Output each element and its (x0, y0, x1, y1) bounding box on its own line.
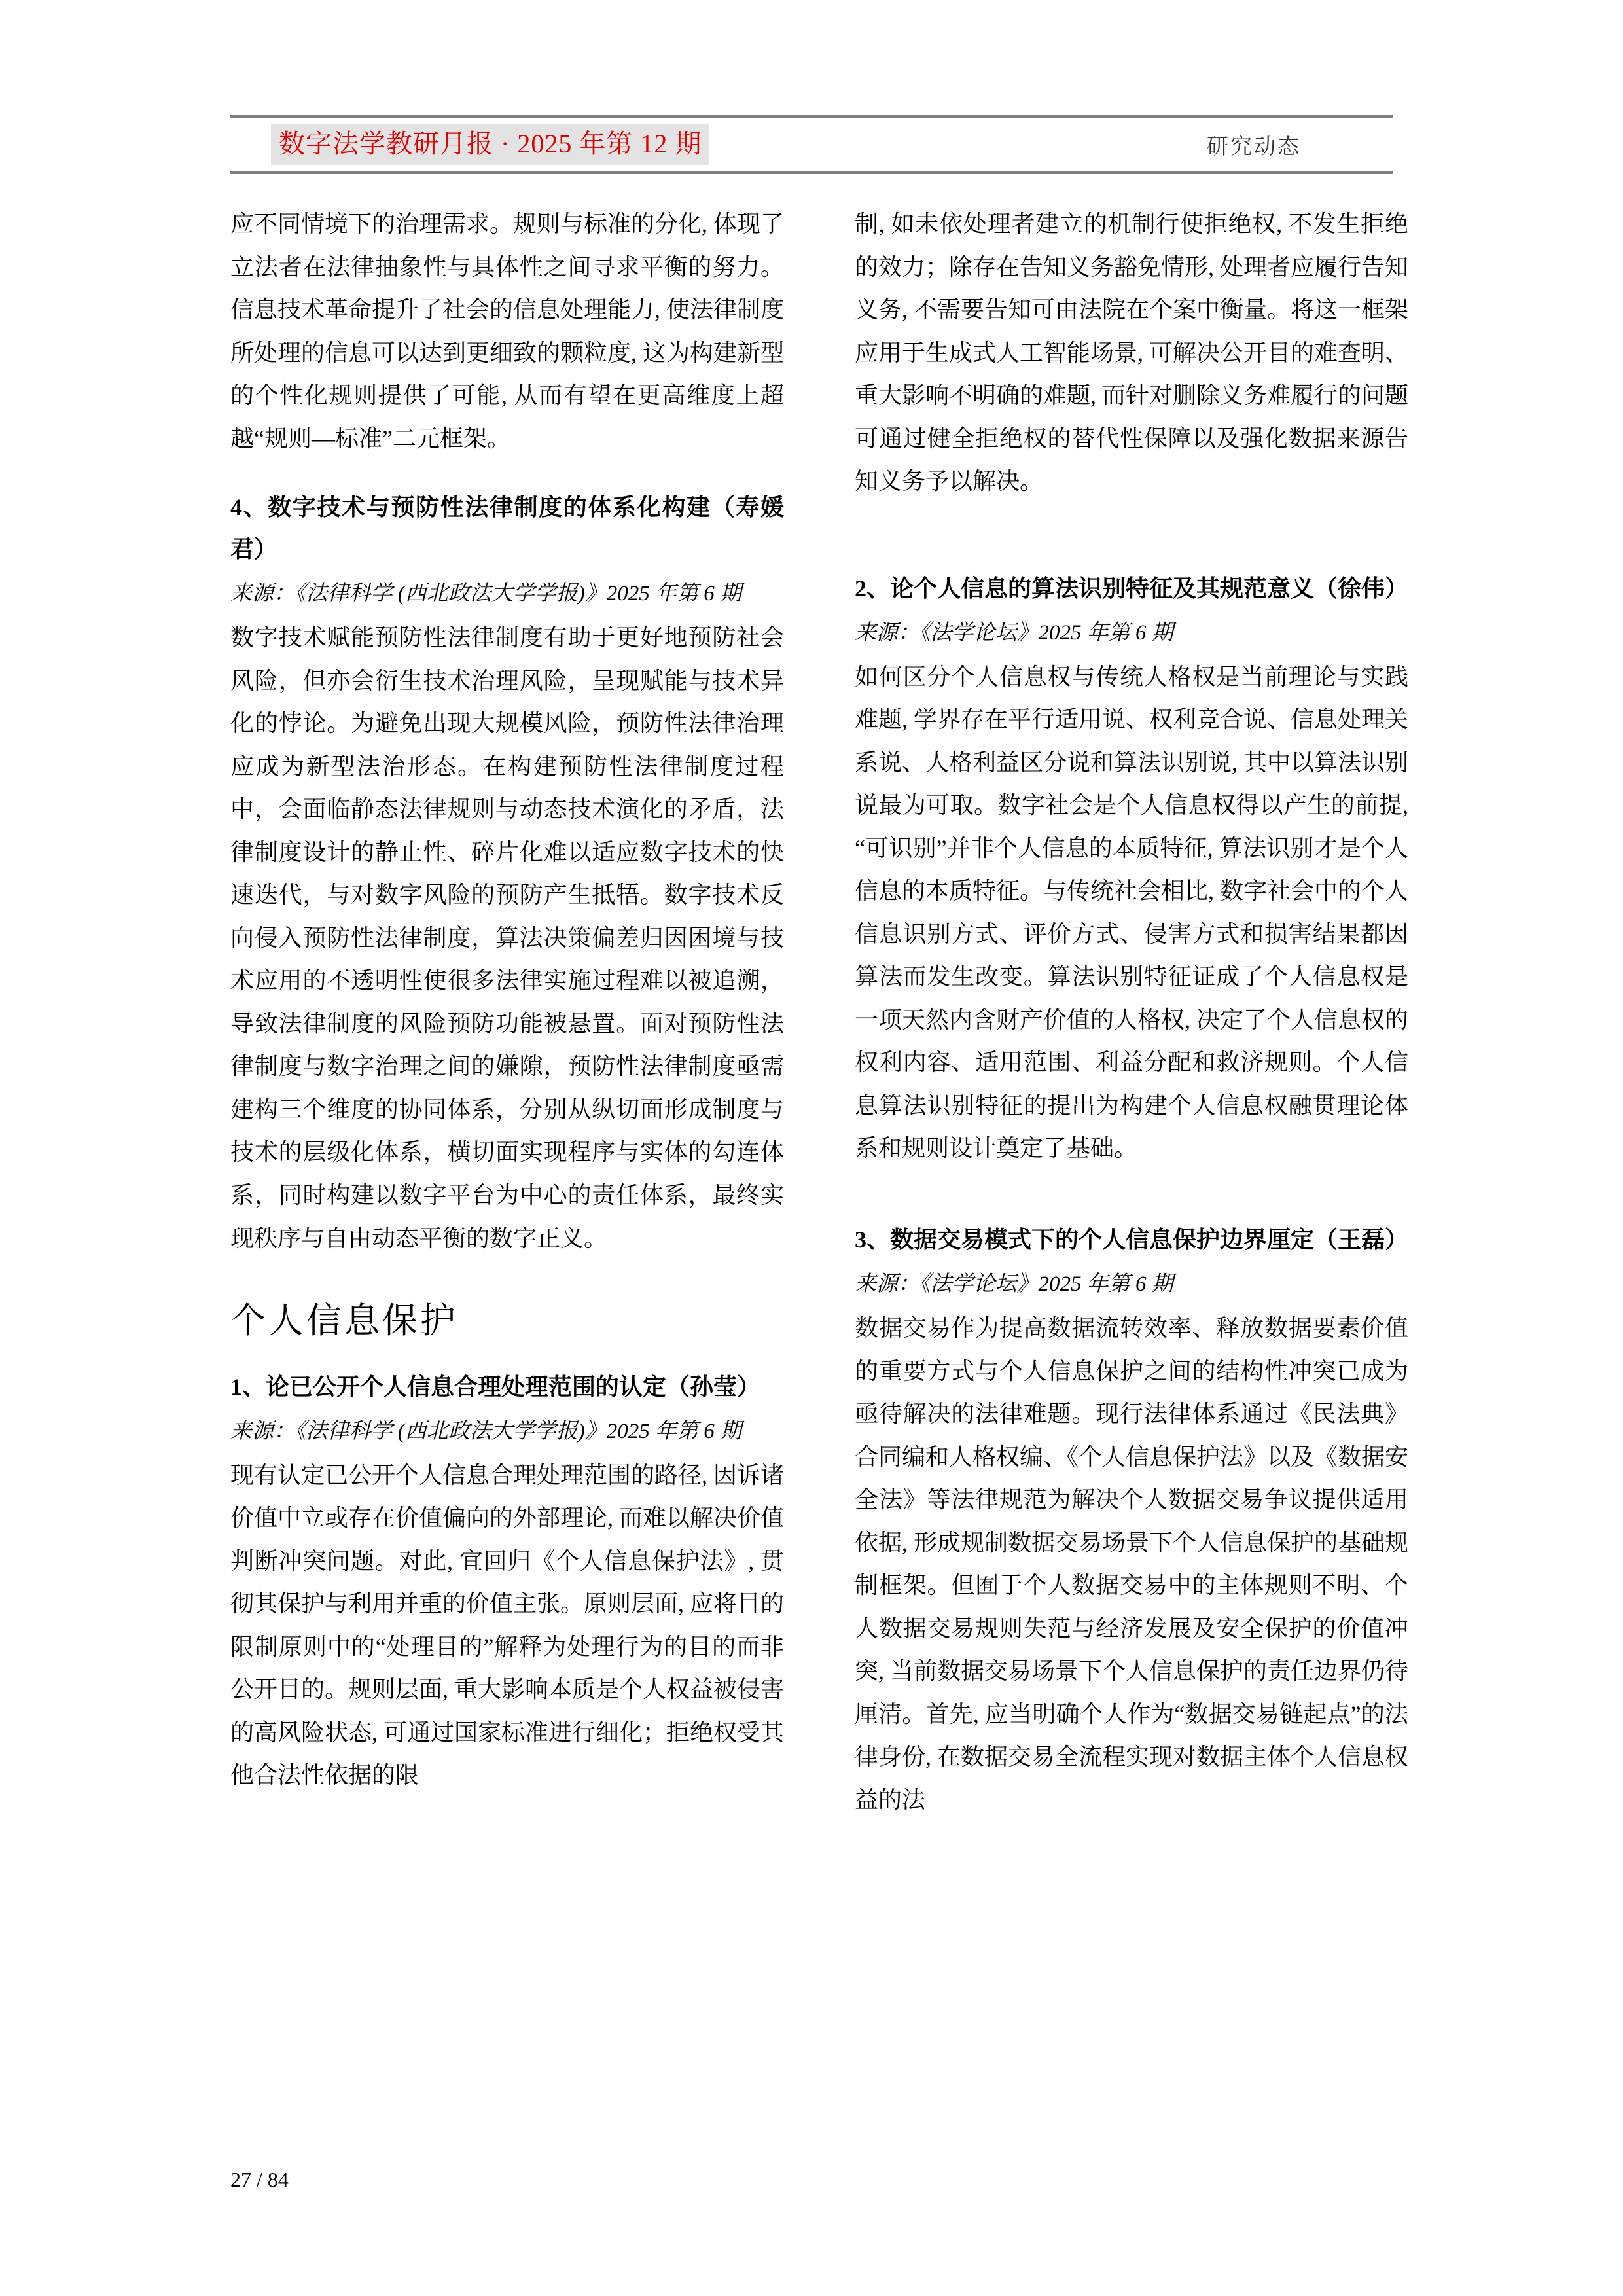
item-source-3: 来源：《法学论坛》2025 年第 6 期 (855, 1272, 1173, 1296)
running-head-content (230, 118, 1393, 171)
item-title-1: 1、论已公开个人信息合理处理范围的认定（孙莹） (230, 1373, 761, 1400)
item-title-3: 3、数据交易模式下的个人信息保护边界厘定（王磊） (855, 1226, 1409, 1253)
item-source-4: 来源：《法律科学 (西北政法大学学报)》2025 年第 6 期 (230, 582, 741, 606)
continued-paragraph-left: 应不同情境下的治理需求。规则与标准的分化, 体现了立法者在法律抽象性与具体性之间寻求平衡的努力。信息技术革命提升了社会的信息处理能力, 使法律制度所处理的信息可以达到更细致的颗粒度, 这为构建新型的个性化规则提供了可能, 从而有望在更高维度上超越“规则—标准”二元框架。 (230, 211, 785, 452)
right-column (855, 203, 1408, 2140)
section-heading-personal-information-protection: 个人信息保护 (230, 1301, 458, 1341)
left-column (230, 203, 784, 2140)
column-spacer-2 (855, 1170, 1408, 1193)
item-source-2: 来源：《法学论坛》2025 年第 6 期 (855, 620, 1173, 645)
section-label: 研究动态 (1207, 135, 1301, 159)
item-body-2: 如何区分个人信息权与传统人格权是当前理论与实践难题, 学界存在平行适用说、权利竞合说、信息处理关系说、人格利益区分说和算法识别说, 其中以算法识别说最为可取。数字社会是个人信息权得以产生的前提, “可识别”并非个人信息的本质特征, 算法识别才是个人信息的本质特征。与传统社会相比, 数字社会中的个人信息识别方式、评价方式、侵害方式和损害结果都因算法而发生改变。算法识别特征证成了个人信息权是一项天然内含财产价值的人格权, 决定了个人信息权的权利内容、适用范围、利益分配和救济规则。个人信息算法识别特征的提出为构建个人信息权融贯理论体系和规则设计奠定了基础。 (855, 663, 1409, 1162)
item-source-1: 来源：《法律科学 (西北政法大学学报)》2025 年第 6 期 (230, 1419, 741, 1443)
item-title-2: 2、论个人信息的算法识别特征及其规范意义（徐伟） (855, 575, 1409, 601)
journal-title: 数字法学教研月报 · 2025 年第 12 期 (271, 124, 709, 165)
header-rule-bottom (230, 171, 1393, 174)
page-number: 27 / 84 (230, 2168, 289, 2191)
running-head (230, 115, 1393, 174)
item-body-3: 数据交易作为提高数据流转效率、释放数据要素价值的重要方式与个人信息保护之间的结构性冲突已成为亟待解决的法律难题。现行法律体系通过《民法典》合同编和人格权编、《个人信息保护法》以及《数据安全法》等法律规范为解决个人数据交易争议提供适用依据, 形成规制数据交易场景下个人信息保护的基础规制框架。但囿于个人数据交易中的主体规则不明、个人数据交易规则失范与经济发展及安全保护的价值冲突, 当前数据交易场景下个人信息保护的责任边界仍待厘清。首先, 应当明确个人作为“数据交易链起点”的法律身份, 在数据交易全流程实现对数据主体个人信息权益的法 (855, 1315, 1409, 1813)
item-title-4: 4、数字技术与预防性法律制度的体系化构建（寿媛君） (230, 494, 784, 563)
continued-paragraph-right: 制, 如未依处理者建立的机制行使拒绝权, 不发生拒绝的效力；除存在告知义务豁免情形, 处理者应履行告知义务, 不需要告知可由法院在个案中衡量。将这一框架应用于生成式人工智能场景, 可解决公开目的难查明、重大影响不明确的难题, 而针对删除义务难履行的问题可通过健全拒绝权的替代性保障以及强化数据来源告知义务予以解决。 (855, 211, 1409, 495)
item-body-1: 现有认定已公开个人信息合理处理范围的路径, 因诉诸价值中立或存在价值偏向的外部理论, 而难以解决价值判断冲突问题。对此, 宜回归《个人信息保护法》, 贯彻其保护与利用并重的价值主张。原则层面, 应将目的限制原则中的“处理目的”解释为处理行为的目的而非公开目的。规则层面, 重大影响本质是个人权益被侵害的高风险状态, 可通过国家标准进行细化；拒绝权受其他合法性依据的限 (230, 1462, 785, 1789)
item-body-4: 数字技术赋能预防性法律制度有助于更好地预防社会风险，但亦会衍生技术治理风险，呈现赋能与技术异化的悖论。为避免出现大规模风险，预防性法律治理应成为新型法治形态。在构建预防性法律制度过程中，会面临静态法律规则与动态技术演化的矛盾，法律制度设计的静止性、碎片化难以适应数字技术的快速迭代，与对数字风险的预防产生抵牾。数字技术反向侵入预防性法律制度，算法决策偏差归因困境与技术应用的不透明性使很多法律实施过程难以被追溯，导致法律制度的风险预防功能被悬置。面对预防性法律制度与数字治理之间的嫌隙，预防性法律制度亟需建构三个维度的协同体系，分别从纵切面形成制度与技术的层级化体系，横切面实现程序与实体的勾连体系，同时构建以数字平台为中心的责任体系，最终实现秩序与自由动态平衡的数字正义。 (230, 624, 784, 1251)
column-spacer (855, 503, 1408, 541)
two-column-body (230, 203, 1408, 2140)
